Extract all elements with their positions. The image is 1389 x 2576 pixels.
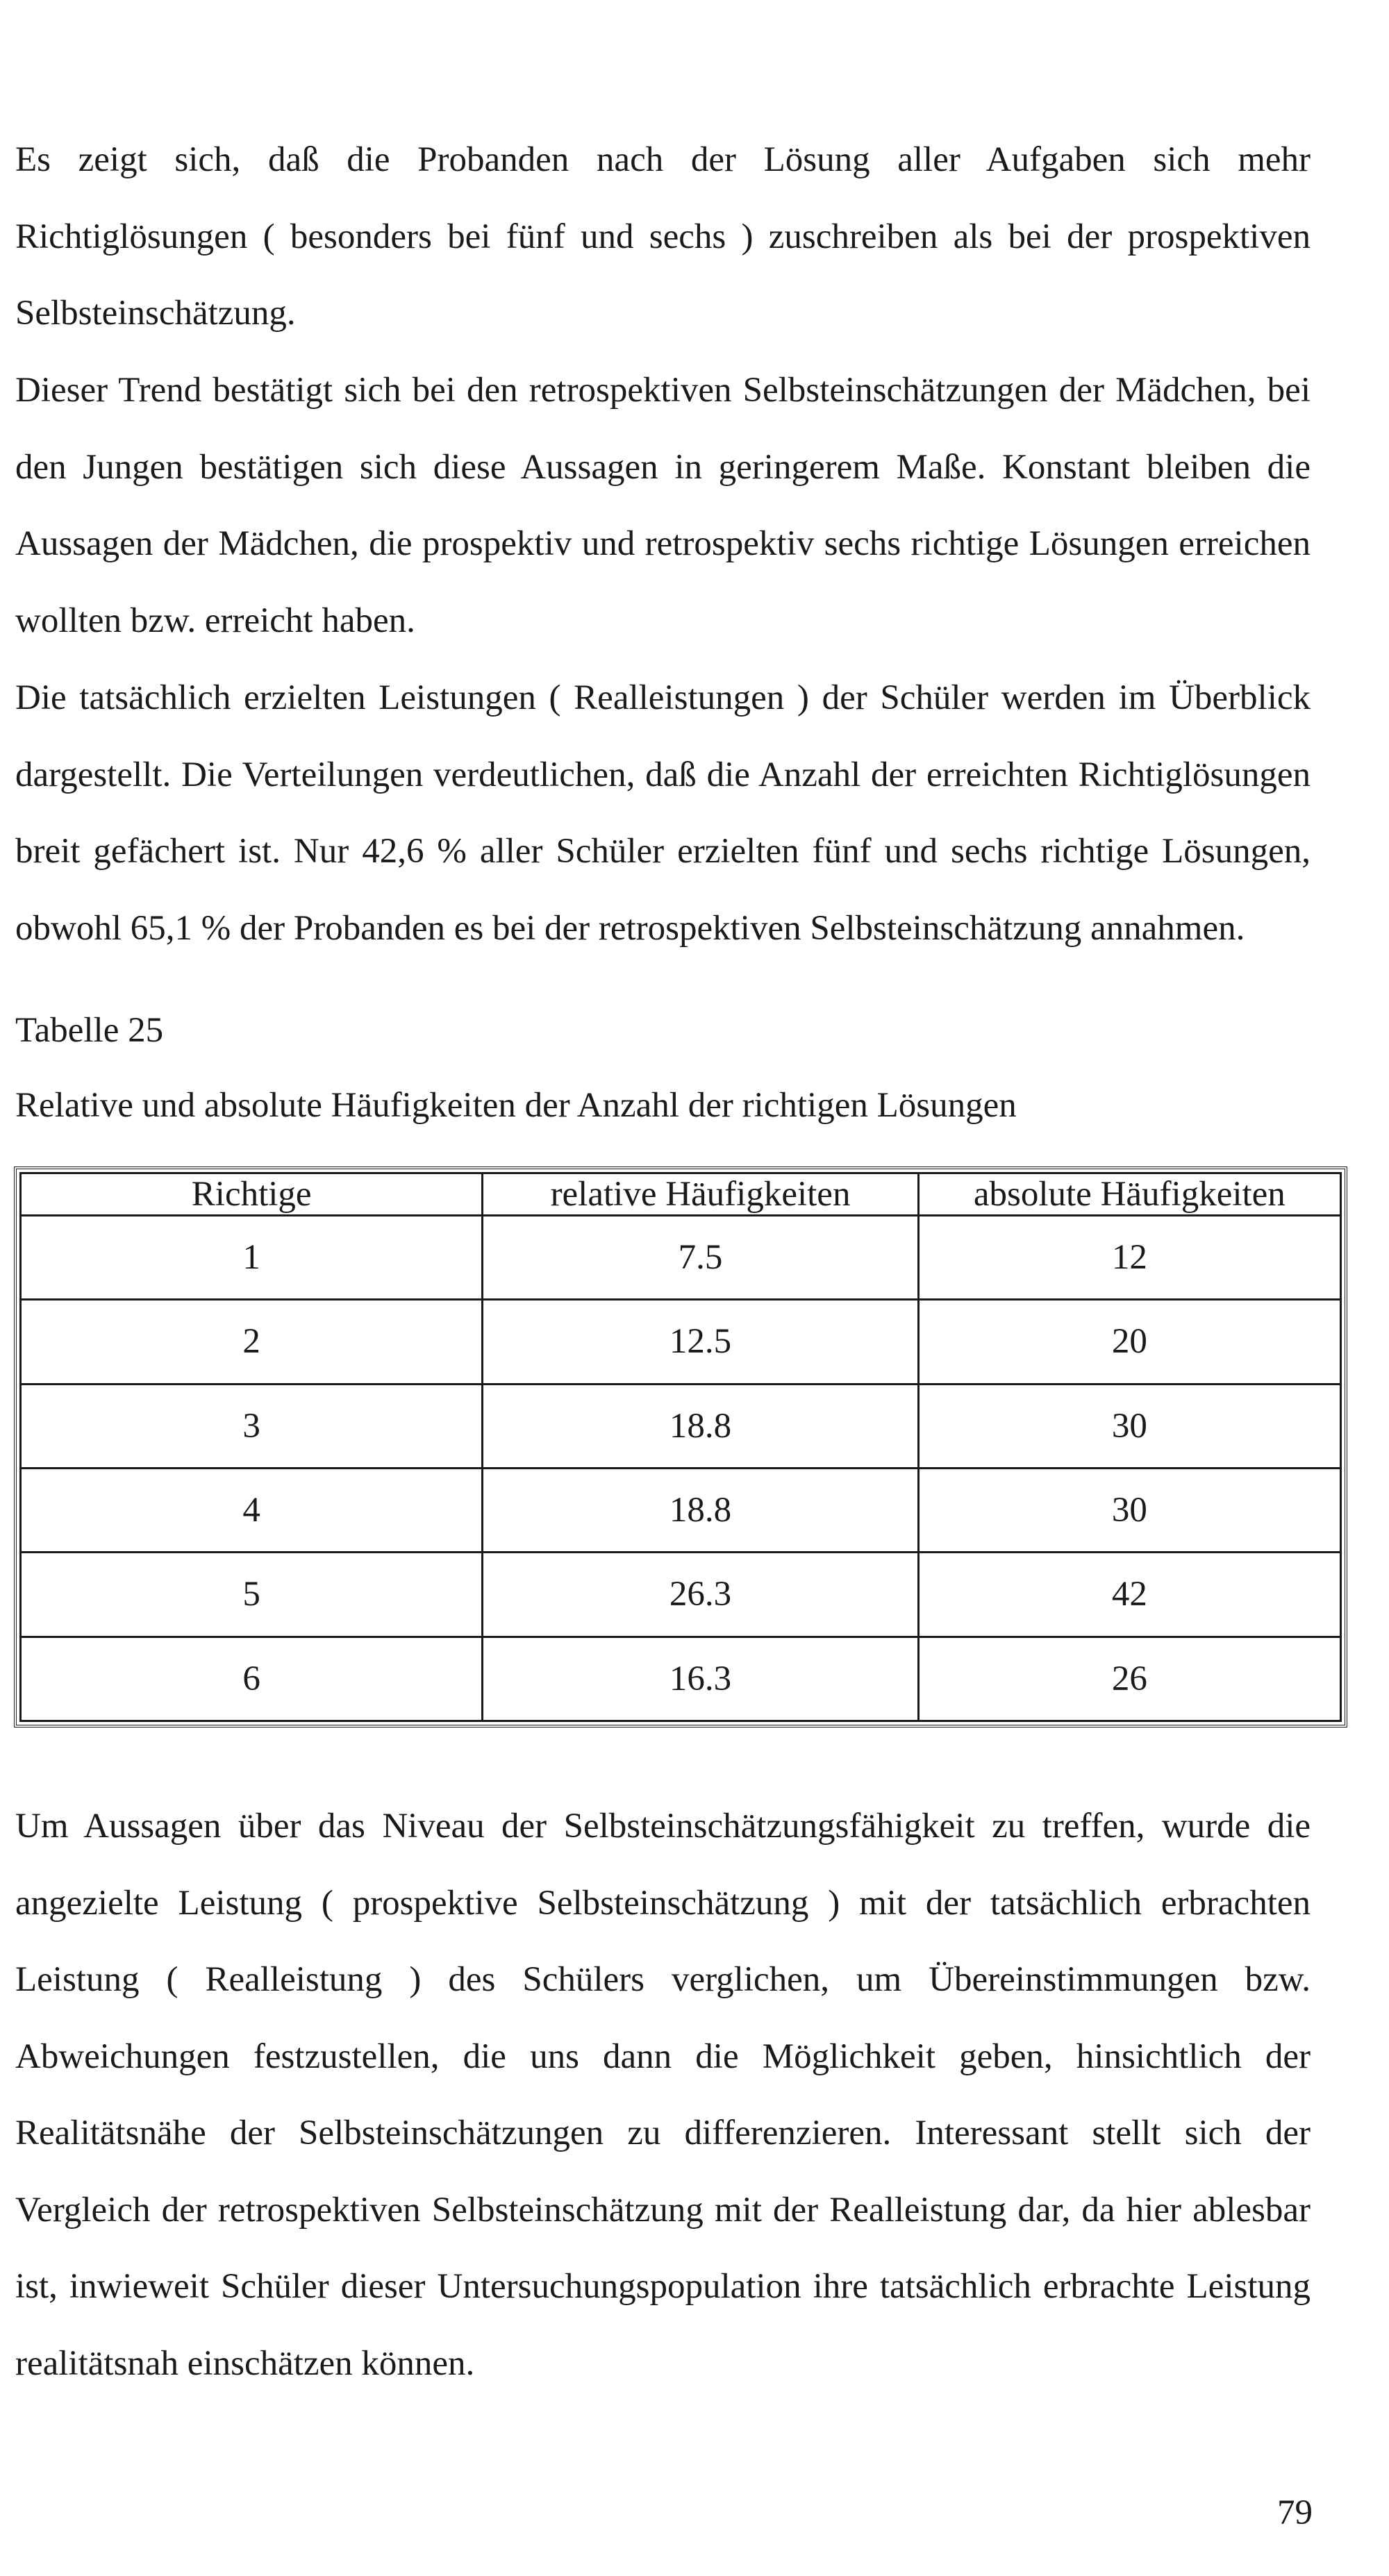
column-header-relative: relative Häufigkeiten [483,1173,918,1216]
cell-absolute: 30 [918,1468,1340,1552]
cell-correct: 4 [21,1468,483,1552]
table-caption: Relative und absolute Häufigkeiten der Anzahl der richtigen Lösungen [15,1086,1017,1125]
cell-absolute: 30 [918,1384,1340,1468]
cell-absolute: 12 [918,1216,1340,1300]
cell-correct: 2 [21,1300,483,1384]
cell-relative: 18.8 [483,1468,918,1552]
paragraph-comparison-method: Um Aussagen über das Niveau der Selbsteinschätzungsfähigkeit zu treffen, wurde die angezielte Leistung ( prospektive Selbsteinschätzung ) mit der tatsächlich erbrachten Leistung ( Realleistung ) des Schülers verglichen, um Übereinstimmungen bzw. Abweichungen festzustellen, die uns dann die Möglichkeit geben, hinsichtlich der Realitätsnähe der Selbsteinschätzungen zu differenzieren. Interessant stellt sich der Vergleich der retrospektiven Selbsteinschätzung mit der Realleistung dar, da hier ablesbar ist, inwieweit Schüler dieser Untersuchungspopulation ihre tatsächlich erbrachte Leistung realitätsnah einschätzen können. [15,1807,1311,2383]
cell-correct: 5 [21,1553,483,1637]
cell-correct: 3 [21,1384,483,1468]
cell-relative: 18.8 [483,1384,918,1468]
column-header-absolute: absolute Häufigkeiten [918,1173,1340,1216]
cell-absolute: 20 [918,1300,1340,1384]
cell-relative: 26.3 [483,1553,918,1637]
paragraph-gender-comparison: Dieser Trend bestätigt sich bei den retrospektiven Selbsteinschätzungen der Mädchen, bei den Jungen bestätigen sich diese Aussagen in geringerem Maße. Konstant bleiben die Aussagen der Mädchen, die prospektiv und retrospektiv sechs richtige Lösungen erreichen wollten bzw. erreicht haben. [15,371,1311,640]
cell-relative: 16.3 [483,1637,918,1721]
table-label: Tabelle 25 [15,1011,164,1050]
table-row [21,1300,1341,1384]
cell-absolute: 42 [918,1553,1340,1637]
table-row [21,1553,1341,1637]
frequency-table [19,1172,1342,1722]
column-header-correct: Richtige [21,1173,483,1216]
cell-relative: 12.5 [483,1300,918,1384]
paragraph-real-performance: Die tatsächlich erzielten Leistungen ( Realleistungen ) der Schüler werden im Überblick dargestellt. Die Verteilungen verdeutlichen, daß die Anzahl der erreichten Richtiglösungen breit gefächert ist. Nur 42,6 % aller Schüler erzielten fünf und sechs richtige Lösungen, obwohl 65,1 % der Probanden es bei der retrospektiven Selbsteinschätzung annahmen. [15,678,1311,948]
paragraph-self-assessment-trend: Es zeigt sich, daß die Probanden nach der Lösung aller Aufgaben sich mehr Richtiglösungen ( besonders bei fünf und sechs ) zuschreiben als bei der prospektiven Selbsteinschätzung. [15,140,1311,333]
cell-correct: 1 [21,1216,483,1300]
cell-absolute: 26 [918,1637,1340,1721]
frequency-table-frame [14,1166,1347,1728]
table-row [21,1637,1341,1721]
cell-correct: 6 [21,1637,483,1721]
cell-relative: 7.5 [483,1216,918,1300]
table-row [21,1384,1341,1468]
table-row [21,1216,1341,1300]
page-number: 79 [1277,2493,1313,2532]
table-header-row [21,1173,1341,1216]
table-row [21,1468,1341,1552]
